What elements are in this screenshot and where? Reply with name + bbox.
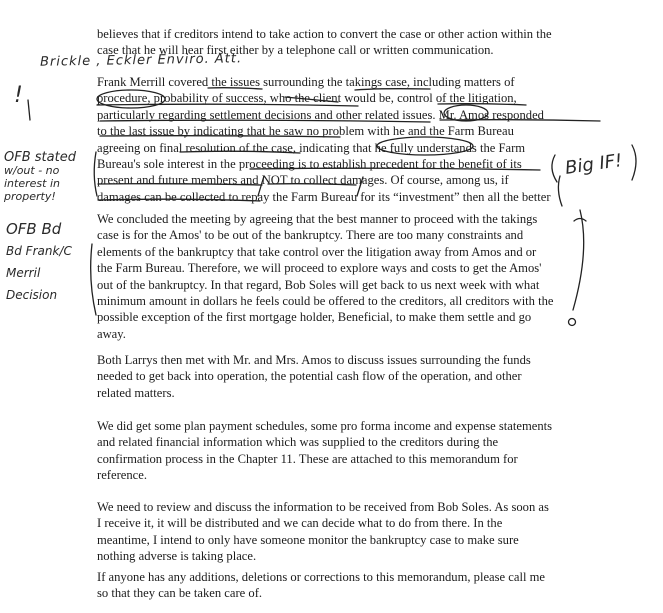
tilde-mark	[574, 219, 586, 222]
underline-responded-line	[100, 136, 340, 137]
underline-damages	[98, 199, 260, 201]
circle-procedure	[97, 90, 165, 108]
handwritten-note-ofb-stated: OFB stated w/out - no interest in property!	[4, 150, 76, 203]
big-exclamation-stroke	[573, 210, 584, 310]
paragraph-closing: If anyone has any additions, deletions or corrections to this memorandum, please call me so that they can be taken care of.	[97, 570, 546, 601]
ofb-bd-brace	[91, 244, 96, 315]
slash-damages	[357, 177, 363, 196]
slash-and	[258, 176, 264, 196]
handwritten-exclamation-mark: !	[14, 83, 23, 108]
handwritten-note-ofb-bd: OFB Bd Bd Frank/C Merril Decision	[6, 220, 72, 302]
strike-would-be	[285, 97, 338, 102]
bracket-big-if-close	[632, 145, 636, 180]
underline-resolution	[180, 151, 300, 153]
paragraph-intro: believes that if creditors intend to take action to convert the case or other action within the case that he will hear first either by a telephone call or written communication.	[97, 27, 552, 58]
underline-not-collect	[268, 184, 356, 185]
bracket-mid	[94, 152, 97, 196]
underline-establish	[250, 168, 540, 170]
circle-fully-understands	[377, 137, 473, 155]
underline-procedure-line	[97, 104, 358, 106]
circle-mr-amos	[444, 105, 488, 121]
underline-present-future	[98, 184, 262, 185]
underline-matters-procedure	[355, 89, 430, 90]
paragraph-larrys: Both Larrys then met with Mr. and Mrs. Amos to discuss issues surrounding the funds needed to get back into operation, the potential cash flow of the operation, and other related matters.	[97, 353, 531, 400]
paragraph-takings-case: Frank Merrill covered the issues surrounding the takings case, including matters of procedure, probability of success, who the client would be, control of the litigation, particularly regarding settlement decisions and other related issues. Mr. Amos responded to the last issue by indicating that he saw no problem with he and the Farm Bureau agreeing on final resolution of the case, indicating that he fully understands the Farm Bureau's sole interest in the proceeding is to establish precedent for the benefit of its present and future members and NOT to collect damages. Of course, among us, if damages can be collected to repay the Farm Bureau for its “investment” then all the better	[97, 75, 551, 204]
paragraph-review: We need to review and discuss the information to be received from Bob Soles. As soon as I receive it, it will be distributed and we can decide what to do from there. In the meantime, I intend to only have someone monitor the bankruptcy case to make sure nothing adverse is taking place.	[97, 500, 549, 564]
handwritten-note-brickle: Brickle , Eckler Enviro. Att.	[39, 51, 243, 70]
underline-covered	[208, 88, 262, 89]
underline-control-litigation	[438, 104, 526, 105]
handwritten-note-big-if: Big IF!	[563, 150, 624, 179]
underline-settlement	[100, 120, 430, 122]
big-exclamation-dot	[569, 319, 576, 326]
bracket-big-if	[552, 155, 557, 182]
bracket-right-big-if	[558, 176, 562, 206]
paragraph-plan-payments: We did get some plan payment schedules, some pro forma income and expense statements and related financial information which was supplied to the creditors during the confirmation process in the Chapter 11. These are attached to this memorandum for reference.	[97, 419, 553, 483]
left-margin-mark	[28, 100, 30, 120]
paragraph-conclusion: We concluded the meeting by agreeing that the best manner to proceed with the takings case is for the Amos' to be out of the bankruptcy. There are too many constraints and elements of the bankruptcy that take control over the litigation away from Amos and or the Farm Bureau. Therefore, we will proceed to explore ways and costs to get the Amos' out of the bankruptcy. In that regard, Bob Soles will get back to us next week with what minimum amount in dollars he feels could be offered to the creditors, all creditors with the possible exception of the first mortgage holder, Beneficial, to make them settle and go away.	[97, 212, 554, 341]
